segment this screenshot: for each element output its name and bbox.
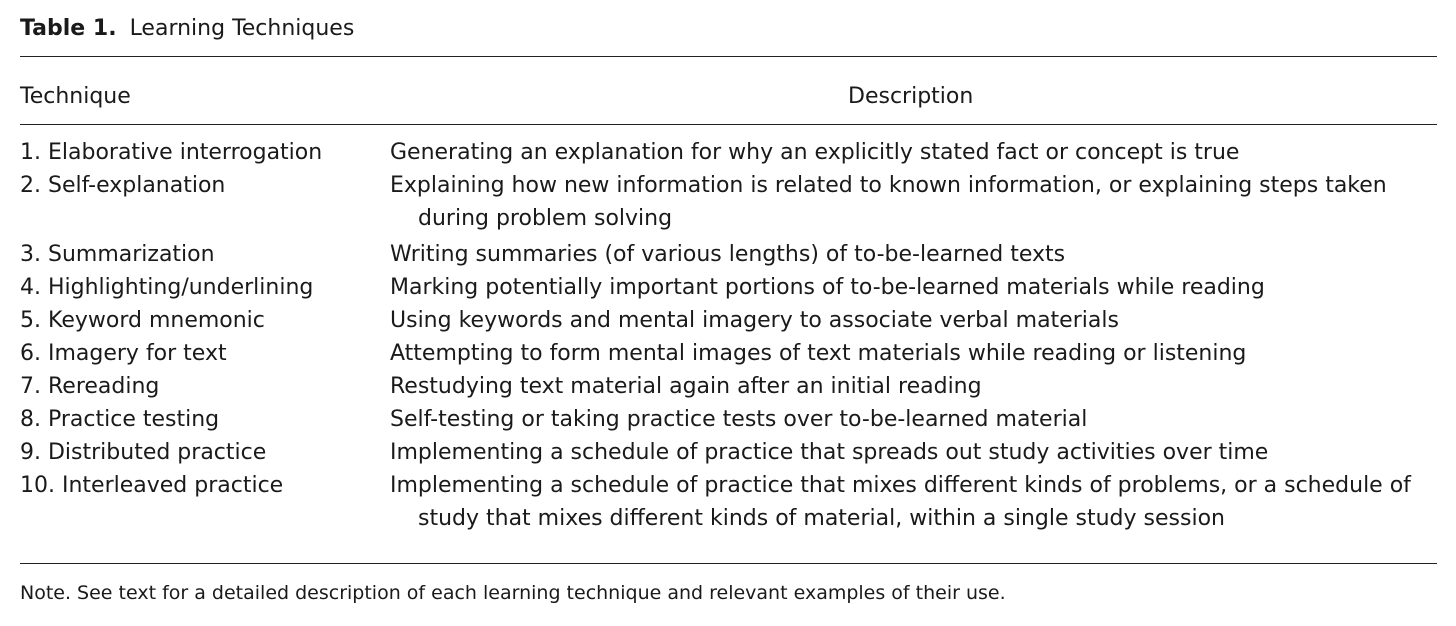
technique-cell: 10. Interleaved practice: [20, 473, 284, 498]
technique-cell: 8. Practice testing: [20, 407, 220, 432]
technique-cell: 4. Highlighting/underlining: [20, 275, 314, 300]
technique-cell: 5. Keyword mnemonic: [20, 308, 265, 333]
table-row: [20, 403, 1437, 436]
description-text: Writing summaries (of various lengths) of to-be-learned texts: [390, 242, 1066, 267]
technique-cell: 9. Distributed practice: [20, 440, 267, 465]
description-cell: [390, 169, 1437, 238]
technique-cell: 1. Elaborative interrogation: [20, 140, 323, 165]
top-rule: [20, 56, 1437, 57]
techniques-table: [20, 136, 1437, 538]
description-text: Marking potentially important portions of to-be-learned materials while reading: [390, 275, 1265, 300]
table-row: [20, 304, 1437, 337]
header-rule: [20, 124, 1437, 125]
table-row: [20, 337, 1437, 370]
description-cell: [390, 370, 1437, 403]
table-label: Table 1.: [20, 16, 117, 41]
table-caption: [20, 14, 354, 44]
column-header-description: Description: [848, 84, 974, 109]
description-text: Implementing a schedule of practice that spreads out study activities over time: [390, 440, 1269, 465]
table-row: [20, 370, 1437, 403]
technique-cell: 2. Self-explanation: [20, 173, 226, 198]
description-cell: [390, 436, 1437, 469]
description-text: Restudying text material again after an initial reading: [390, 374, 982, 399]
table-row: [20, 436, 1437, 469]
table-row: [20, 169, 1437, 238]
table-row: [20, 271, 1437, 304]
column-header-technique: Technique: [20, 84, 131, 109]
technique-cell: 6. Imagery for text: [20, 341, 227, 366]
description-cell: [390, 469, 1437, 538]
table-row: [20, 136, 1437, 169]
description-cell: [390, 136, 1437, 169]
description-text: Attempting to form mental images of text materials while reading or listening: [390, 341, 1247, 366]
description-text: Implementing a schedule of practice that mixes different kinds of problems, or a schedule of study that mixes different kinds of material, within a single study session: [390, 473, 1411, 531]
description-cell: [390, 238, 1437, 271]
table-note: Note. See text for a detailed description of each learning technique and relevant examples of their use.: [20, 582, 1006, 604]
description-cell: [390, 403, 1437, 436]
description-text: Self-testing or taking practice tests over to-be-learned material: [390, 407, 1088, 432]
technique-cell: 3. Summarization: [20, 242, 215, 267]
bottom-rule: [20, 563, 1437, 564]
description-cell: [390, 304, 1437, 337]
table-row: [20, 238, 1437, 271]
description-text: Generating an explanation for why an explicitly stated fact or concept is true: [390, 140, 1240, 165]
table-row: [20, 469, 1437, 538]
description-text: Using keywords and mental imagery to associate verbal materials: [390, 308, 1119, 333]
description-cell: [390, 271, 1437, 304]
table-title: Learning Techniques: [129, 16, 355, 41]
description-text: Explaining how new information is related to known information, or explaining steps taken during problem solving: [390, 173, 1387, 231]
description-cell: [390, 337, 1437, 370]
technique-cell: 7. Rereading: [20, 374, 160, 399]
